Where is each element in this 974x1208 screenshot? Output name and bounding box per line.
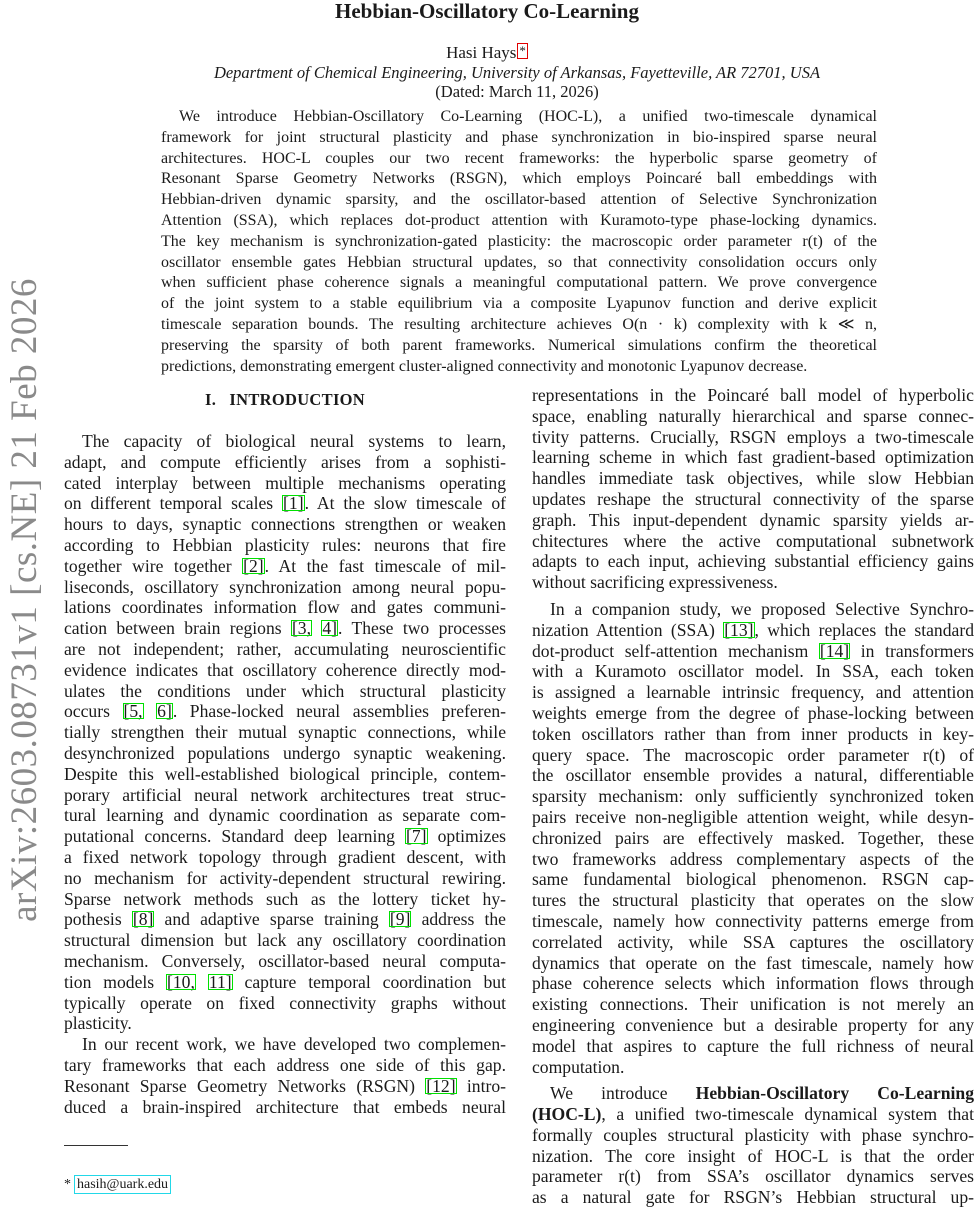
text-line (532, 427, 974, 448)
text-line (532, 468, 974, 489)
text-line (64, 1034, 506, 1055)
text-line (532, 807, 974, 828)
text-line (64, 743, 506, 764)
text-span: capture temporal coordination but (233, 972, 506, 992)
text-span: architectures. HOC-L couples our two recent frameworks: the hyperbolic sparse geometry of (161, 150, 877, 167)
footnote-divider (64, 1145, 128, 1146)
text-span: updates reshape the structural connectivity of the sparse (532, 489, 974, 509)
text-span: with a Kuramoto oscillator model. In SSA, each token (532, 661, 974, 681)
text-span: Despite this well-established biological principle, contem- (64, 764, 506, 784)
text-span: adapts to each input, achieving substantial efficiency gains (532, 551, 974, 571)
author-line (0, 43, 974, 63)
text-span: putational concerns. Standard deep learning (64, 826, 405, 846)
text-span: evidence indicates that oscillatory coherence directly mod- (64, 660, 506, 680)
text-line (532, 1146, 974, 1167)
text-span: two frameworks address complementary aspects of the (532, 849, 974, 869)
citation-link[interactable]: [9] (389, 911, 412, 927)
text-line (64, 535, 506, 556)
text-line (64, 1076, 506, 1097)
paper-title: Hebbian-Oscillatory Co-Learning (0, 0, 974, 24)
text-span: query space. The macroscopic order parameter r(t) of (532, 745, 974, 765)
text-span: handles immediate task objectives, while slow Hebbian (532, 468, 974, 488)
text-span: duced a brain-inspired architecture that embeds neural (64, 1097, 506, 1117)
section-heading-introduction (64, 389, 506, 411)
text-span: Hebbian-driven dynamic sparsity, and the oscillator-based attention of Selective Synchronization (161, 191, 877, 208)
text-span: plasticity. (64, 1013, 132, 1033)
text-span: correlated activity, while SSA captures the oscillatory (532, 932, 974, 952)
text-line (161, 315, 877, 336)
citation-link[interactable]: [13] (723, 622, 754, 638)
text-span: as a natural gate for RSGN’s Hebbian structural up- (532, 1187, 974, 1207)
text-line (161, 253, 877, 274)
text-span: Resonant Sparse Geometry Networks (RSGN) (64, 1076, 425, 1096)
text-line (64, 493, 506, 514)
citation-link[interactable]: [14] (819, 643, 850, 659)
text-line (532, 765, 974, 786)
text-span (196, 972, 208, 992)
text-span: porary artificial neural network architectures treat struc- (64, 785, 506, 805)
text-span: tion models (64, 972, 166, 992)
text-span: a fixed network topology through gradient descent, with (64, 847, 506, 867)
text-span: tary frameworks that each address one side of this gap. (64, 1055, 506, 1075)
text-span (144, 701, 157, 721)
text-span: model that aspires to capture the full richness of neural (532, 1036, 974, 1056)
text-line (532, 703, 974, 724)
text-span: , which replaces the standard (755, 620, 974, 640)
text-span: address the (411, 909, 506, 929)
text-line (532, 953, 974, 974)
text-span: pairs receive non-negligible attention weight, while desyn- (532, 807, 974, 827)
text-span: mechanism. Conversely, oscillator-based neural computa- (64, 951, 506, 971)
text-line (64, 473, 506, 494)
text-line (64, 577, 506, 598)
text-span: timescale separation bounds. The resulting architecture achieves O(n · k) complexity with k ≪ n, (161, 316, 877, 333)
text-span: token oscillators rather than from inner products in key- (532, 724, 974, 744)
text-span (312, 618, 321, 638)
text-line (532, 1166, 974, 1187)
text-line (64, 556, 506, 577)
text-line (161, 357, 877, 378)
text-line (64, 639, 506, 660)
affiliation: Department of Chemical Engineering, University of Arkansas, Fayetteville, AR 72701, USA (0, 63, 974, 83)
text-line (64, 930, 506, 951)
text-line (161, 190, 877, 211)
email-link[interactable]: hasih@uark.edu (74, 1175, 171, 1194)
text-line (64, 1055, 506, 1076)
text-span: We introduce (550, 1083, 696, 1103)
citation-link[interactable]: 4] (321, 620, 338, 636)
text-span: hours to days, synaptic connections strengthen or weaken (64, 514, 506, 534)
text-line (161, 294, 877, 315)
text-line (532, 447, 974, 468)
text-span: the oscillator ensemble provides a natural, differentiable (532, 765, 974, 785)
text-span: oscillator ensemble gates Hebbian structural updates, so that connectivity consolidation occurs only (161, 254, 877, 271)
text-span: space, enabling naturally hierarchical and sparse connec- (532, 406, 974, 426)
citation-link[interactable]: [2] (242, 558, 265, 574)
text-line (532, 994, 974, 1015)
text-span: is assigned a learnable intrinsic frequency, and attention (532, 682, 974, 702)
text-line (532, 1083, 974, 1104)
text-line (532, 828, 974, 849)
text-line (64, 660, 506, 681)
text-span: framework for joint structural plasticity and phase synchronization in bio-inspired sparse neural (161, 129, 877, 146)
date-line: (Dated: March 11, 2026) (0, 82, 974, 102)
text-line (532, 724, 974, 745)
text-span: pothesis (64, 909, 132, 929)
text-span: tially strengthen their mutual synaptic connections, while (64, 722, 506, 742)
text-span: without sacrificing expressiveness. (532, 572, 778, 592)
text-line (532, 869, 974, 890)
text-span: tivity patterns. Crucially, RSGN employs a two-timescale (532, 427, 974, 447)
text-span: when sufficient phase coherence signals a meaningful computational pattern. We prove convergence (161, 274, 877, 291)
text-span: nization. The core insight of HOC-L is that the order (532, 1146, 974, 1166)
text-span: optimizes (428, 826, 506, 846)
text-span: computation. (532, 1057, 624, 1077)
text-span: graph. This input-dependent dynamic sparsity yields ar- (532, 510, 974, 530)
text-line (64, 764, 506, 785)
text-line (161, 149, 877, 170)
text-span: of the joint system to a stable equilibrium via a composite Lyapunov function and derive explicit (161, 295, 877, 312)
text-span: structural dimension but lack any oscillatory coordination (64, 930, 506, 950)
text-line (532, 1104, 974, 1125)
text-span: sparsity mechanism: only sufficiently synchronized token (532, 786, 974, 806)
text-line (64, 722, 506, 743)
text-line (532, 572, 974, 593)
text-span: existing connections. Their unification is not merely an (532, 994, 974, 1014)
text-line (532, 1187, 974, 1208)
text-span: occurs (64, 701, 123, 721)
text-line (64, 909, 506, 930)
text-line (64, 993, 506, 1014)
text-line (532, 1036, 974, 1057)
text-span: preserving the sparsity of both parent frameworks. Numerical simulations confirm the theoretical (161, 337, 877, 354)
text-span: intro- (457, 1076, 506, 1096)
citation-link[interactable]: [1] (282, 495, 305, 511)
text-span: . At the slow timescale of (305, 493, 506, 513)
author-footnote-link[interactable]: * (517, 43, 528, 59)
text-span: typically operate on fixed connectivity graphs without (64, 993, 506, 1013)
text-span: nization Attention (SSA) (532, 620, 723, 640)
text-line (532, 890, 974, 911)
text-span: phase coherence selects which information flows through (532, 973, 974, 993)
text-line (161, 128, 877, 149)
text-span: cation between brain regions (64, 618, 291, 638)
text-span: We introduce Hebbian-Oscillatory Co-Learning (HOC-L), a unified two-timescale dynamical (179, 108, 877, 125)
text-line (64, 951, 506, 972)
text-span: representations in the Poincaré ball model of hyperbolic (532, 385, 974, 405)
text-line (532, 1057, 974, 1078)
text-span: on different temporal scales (64, 493, 282, 513)
text-line (64, 785, 506, 806)
text-span: dot-product self-attention mechanism (532, 641, 819, 661)
text-span: , a unified two-timescale dynamical system that (601, 1104, 974, 1124)
text-line (532, 551, 974, 572)
text-line (64, 972, 506, 993)
citation-link[interactable]: 11] (208, 974, 233, 990)
text-span: in transformers (850, 641, 974, 661)
text-span: adapt, and compute efficiently arises from a sophisti- (64, 452, 506, 472)
text-span: no mechanism for activity-dependent structural rewiring. (64, 868, 506, 888)
citation-link[interactable]: [7] (405, 828, 428, 844)
text-line (64, 847, 506, 868)
text-span: desynchronized populations undergo synaptic weakening. (64, 743, 506, 763)
text-span: The key mechanism is synchronization-gated plasticity: the macroscopic order parameter r(t) of the (161, 233, 877, 250)
text-span: tures the structural plasticity that operates on the slow (532, 890, 974, 910)
text-line (64, 889, 506, 910)
text-span: ulates the conditions under which structural plasticity (64, 681, 506, 701)
text-line (532, 661, 974, 682)
left-column (64, 431, 506, 1117)
text-line (532, 786, 974, 807)
text-line (64, 431, 506, 452)
text-line (532, 489, 974, 510)
text-line (64, 597, 506, 618)
text-line (532, 1125, 974, 1146)
text-line (64, 701, 506, 722)
text-span: timescale, namely how connectivity patterns emerge from (532, 911, 974, 931)
footnote (64, 1175, 171, 1195)
text-line (532, 932, 974, 953)
text-line (532, 620, 974, 641)
text-line (64, 452, 506, 473)
section-number: I. (205, 390, 216, 409)
text-line (64, 805, 506, 826)
text-span: weights emerge from the degree of phase-locking between (532, 703, 974, 723)
text-line (161, 232, 877, 253)
text-line (532, 911, 974, 932)
text-span: tural learning and dynamic coordination as separate com- (64, 805, 506, 825)
text-line (532, 682, 974, 703)
text-span: Resonant Sparse Geometry Networks (RSGN), which employs Poincaré ball embeddings with (161, 170, 877, 187)
text-span: chitectures where the active computational subnetwork (532, 531, 974, 551)
text-line (532, 531, 974, 552)
citation-link[interactable]: [10, (166, 974, 196, 990)
text-line (161, 107, 877, 128)
text-line (161, 211, 877, 232)
citation-link[interactable]: [5, (123, 703, 144, 719)
text-span: predictions, demonstrating emergent cluster-aligned connectivity and monotonic Lyapunov decrease. (161, 358, 807, 375)
author-name: Hasi Hays (446, 43, 516, 62)
right-column (532, 385, 974, 1208)
arxiv-identifier-stamp: arXiv:2603.08731v1 [cs.NE] 21 Feb 2026 (2, 270, 48, 930)
text-line (64, 1013, 506, 1034)
text-line (532, 510, 974, 531)
text-span: are not independent; rather, accumulating neuroscientific (64, 639, 506, 659)
text-line (64, 514, 506, 535)
citation-link[interactable]: 6] (156, 703, 173, 719)
text-line (532, 973, 974, 994)
text-line (532, 385, 974, 406)
citation-link[interactable]: [3, (291, 620, 312, 636)
text-line (161, 336, 877, 357)
text-line (532, 745, 974, 766)
bold-term: Hebbian-Oscillatory Co-Learning (696, 1083, 974, 1103)
text-span: formally couples structural plasticity with phase synchro- (532, 1125, 974, 1145)
citation-link[interactable]: [8] (132, 911, 155, 927)
abstract (161, 107, 877, 377)
text-span: . These two processes (338, 618, 506, 638)
text-span: engineering convenience but a desirable property for any (532, 1015, 974, 1035)
text-line (532, 599, 974, 620)
text-span: liseconds, oscillatory synchronization among neural popu- (64, 577, 506, 597)
text-span: chronized pairs are effectively masked. Together, these (532, 828, 974, 848)
text-line (64, 681, 506, 702)
text-line (532, 406, 974, 427)
text-line (532, 641, 974, 662)
text-span: according to Hebbian plasticity rules: neurons that fire (64, 535, 506, 555)
text-span: . Phase-locked neural assemblies preferen- (173, 701, 506, 721)
text-span: same fundamental biological phenomenon. RSGN cap- (532, 869, 974, 889)
text-span: dynamics that operate on the fast timescale, namely how (532, 953, 974, 973)
text-line (161, 169, 877, 190)
text-line (64, 826, 506, 847)
text-span: together wire together (64, 556, 242, 576)
text-span: cated interplay between multiple mechanisms operating (64, 473, 506, 493)
text-span: The capacity of biological neural systems to learn, (82, 431, 506, 451)
section-title: INTRODUCTION (229, 390, 365, 409)
text-span: Attention (SSA), which replaces dot-product attention with Kuramoto-type phase-locking dynamics. (161, 212, 877, 229)
text-line (532, 1015, 974, 1036)
text-span: In a companion study, we proposed Selective Synchro- (550, 599, 974, 619)
text-span: parameter r(t) from SSA’s oscillator dynamics serves (532, 1166, 974, 1186)
text-span: and adaptive sparse training (154, 909, 389, 929)
text-span: learning scheme in which fast gradient-based optimization (532, 447, 974, 467)
text-span: In our recent work, we have developed two complemen- (82, 1034, 506, 1054)
text-line (64, 868, 506, 889)
text-span: lations coordinates information flow and gates communi- (64, 597, 506, 617)
bold-term: (HOC-L) (532, 1104, 601, 1124)
text-span: . At the fast timescale of mil- (265, 556, 506, 576)
citation-link[interactable]: [12] (425, 1078, 456, 1094)
text-span: Sparse network methods such as the lottery ticket hy- (64, 889, 506, 909)
text-line (64, 618, 506, 639)
text-line (64, 1097, 506, 1118)
footnote-mark: * (64, 1177, 71, 1192)
text-line (161, 273, 877, 294)
text-line (532, 849, 974, 870)
